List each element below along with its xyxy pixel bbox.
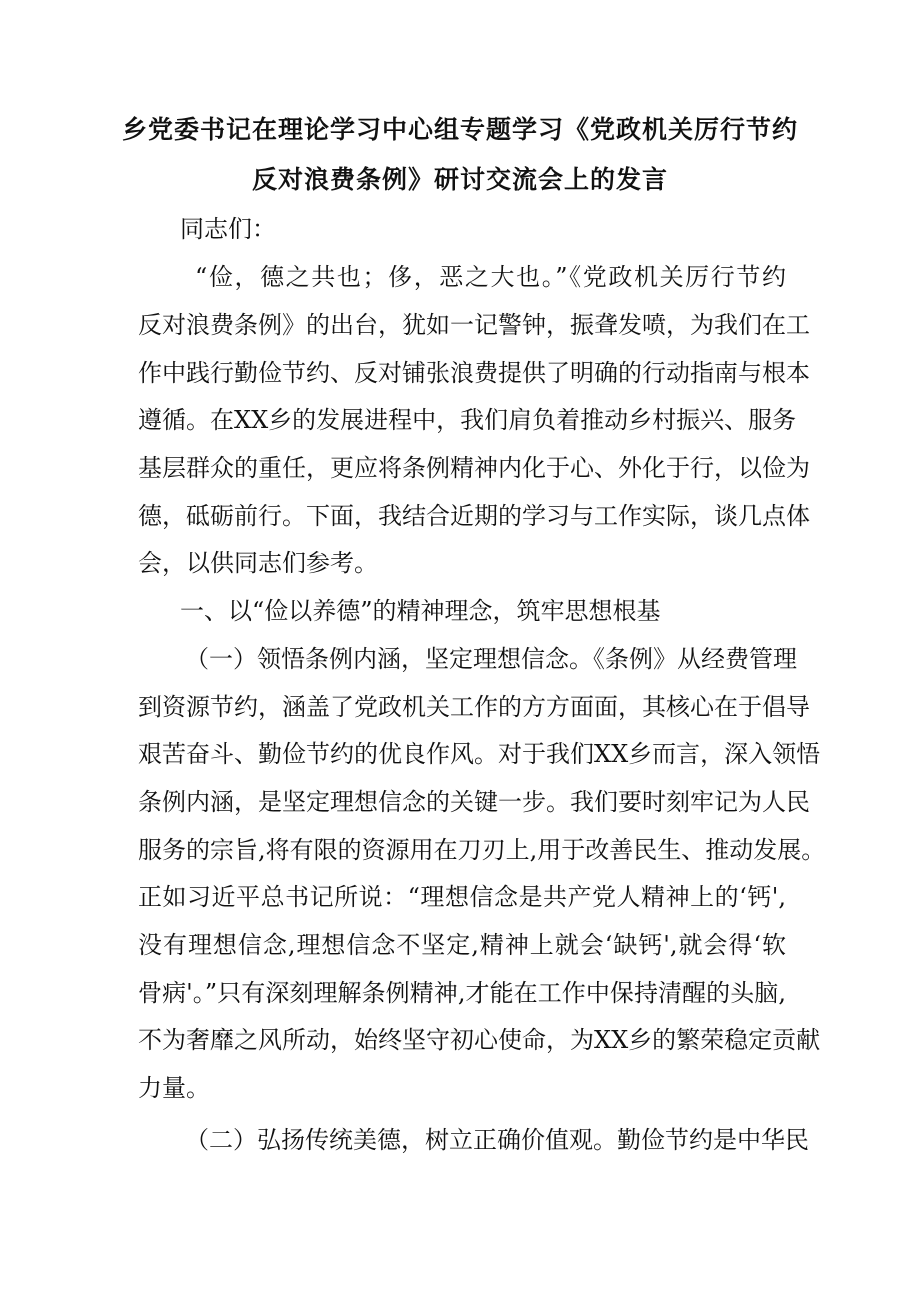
body-line: 没有理想信念,理想信念不坚定,精神上就会‘缺钙',就会得‘软 [138,931,786,959]
body-line: 会，以供同志们参考。 [138,549,378,577]
body-line: （二）弘扬传统美德，树立正确价值观。勤俭节约是中华民 [185,1126,809,1154]
body-line: （一）领悟条例内涵，坚定理想信念。《条例》从经费管理 [185,645,797,673]
body-line: 遵循。在XX乡的发展进程中，我们肩负着推动乡村振兴、服务 [138,406,797,434]
salutation: 同志们： [180,215,276,243]
body-line: 不为奢靡之风所动，始终坚守初心使命，为XX乡的繁荣稳定贡献 [138,1026,821,1054]
body-line: 作中践行勤俭节约、反对铺张浪费提供了明确的行动指南与根本 [138,359,810,387]
body-line: 到资源节约，涵盖了党政机关工作的方方面面，其核心在于倡导 [138,693,810,721]
body-line: 服务的宗旨,将有限的资源用在刀刃上,用于改善民生、推动发展。 [138,836,826,864]
section-heading: 一、以“俭以养德”的精神理念，筑牢思想根基 [180,597,661,625]
body-line: 骨病'。”只有深刻理解条例精神,才能在工作中保持清醒的头脑, [138,979,786,1007]
body-line: “俭，德之共也；侈，恶之大也。”《党政机关厉行节约 [195,263,786,291]
body-line: 基层群众的重任，更应将条例精神内化于心、外化于行，以俭为 [138,454,810,482]
document-title-line-2: 反对浪费条例》研讨交流会上的发言 [251,165,668,194]
body-line: 德，砥砺前行。下面，我结合近期的学习与工作实际，谈几点体 [138,502,810,530]
body-line: 反对浪费条例》的出台，犹如一记警钟，振聋发喷，为我们在工 [138,311,810,339]
body-line: 正如习近平总书记所说：“理想信念是共产党人精神上的‘钙', [138,883,786,911]
body-line: 力量。 [138,1074,210,1102]
document-title-line-1: 乡党委书记在理论学习中心组专题学习《党政机关厉行节约 [121,115,798,144]
body-line: 艰苦奋斗、勤俭节约的优良作风。对于我们XX乡而言，深入领悟 [138,740,821,768]
body-line: 条例内涵，是坚定理想信念的关键一步。我们要时刻牢记为人民 [138,788,810,816]
